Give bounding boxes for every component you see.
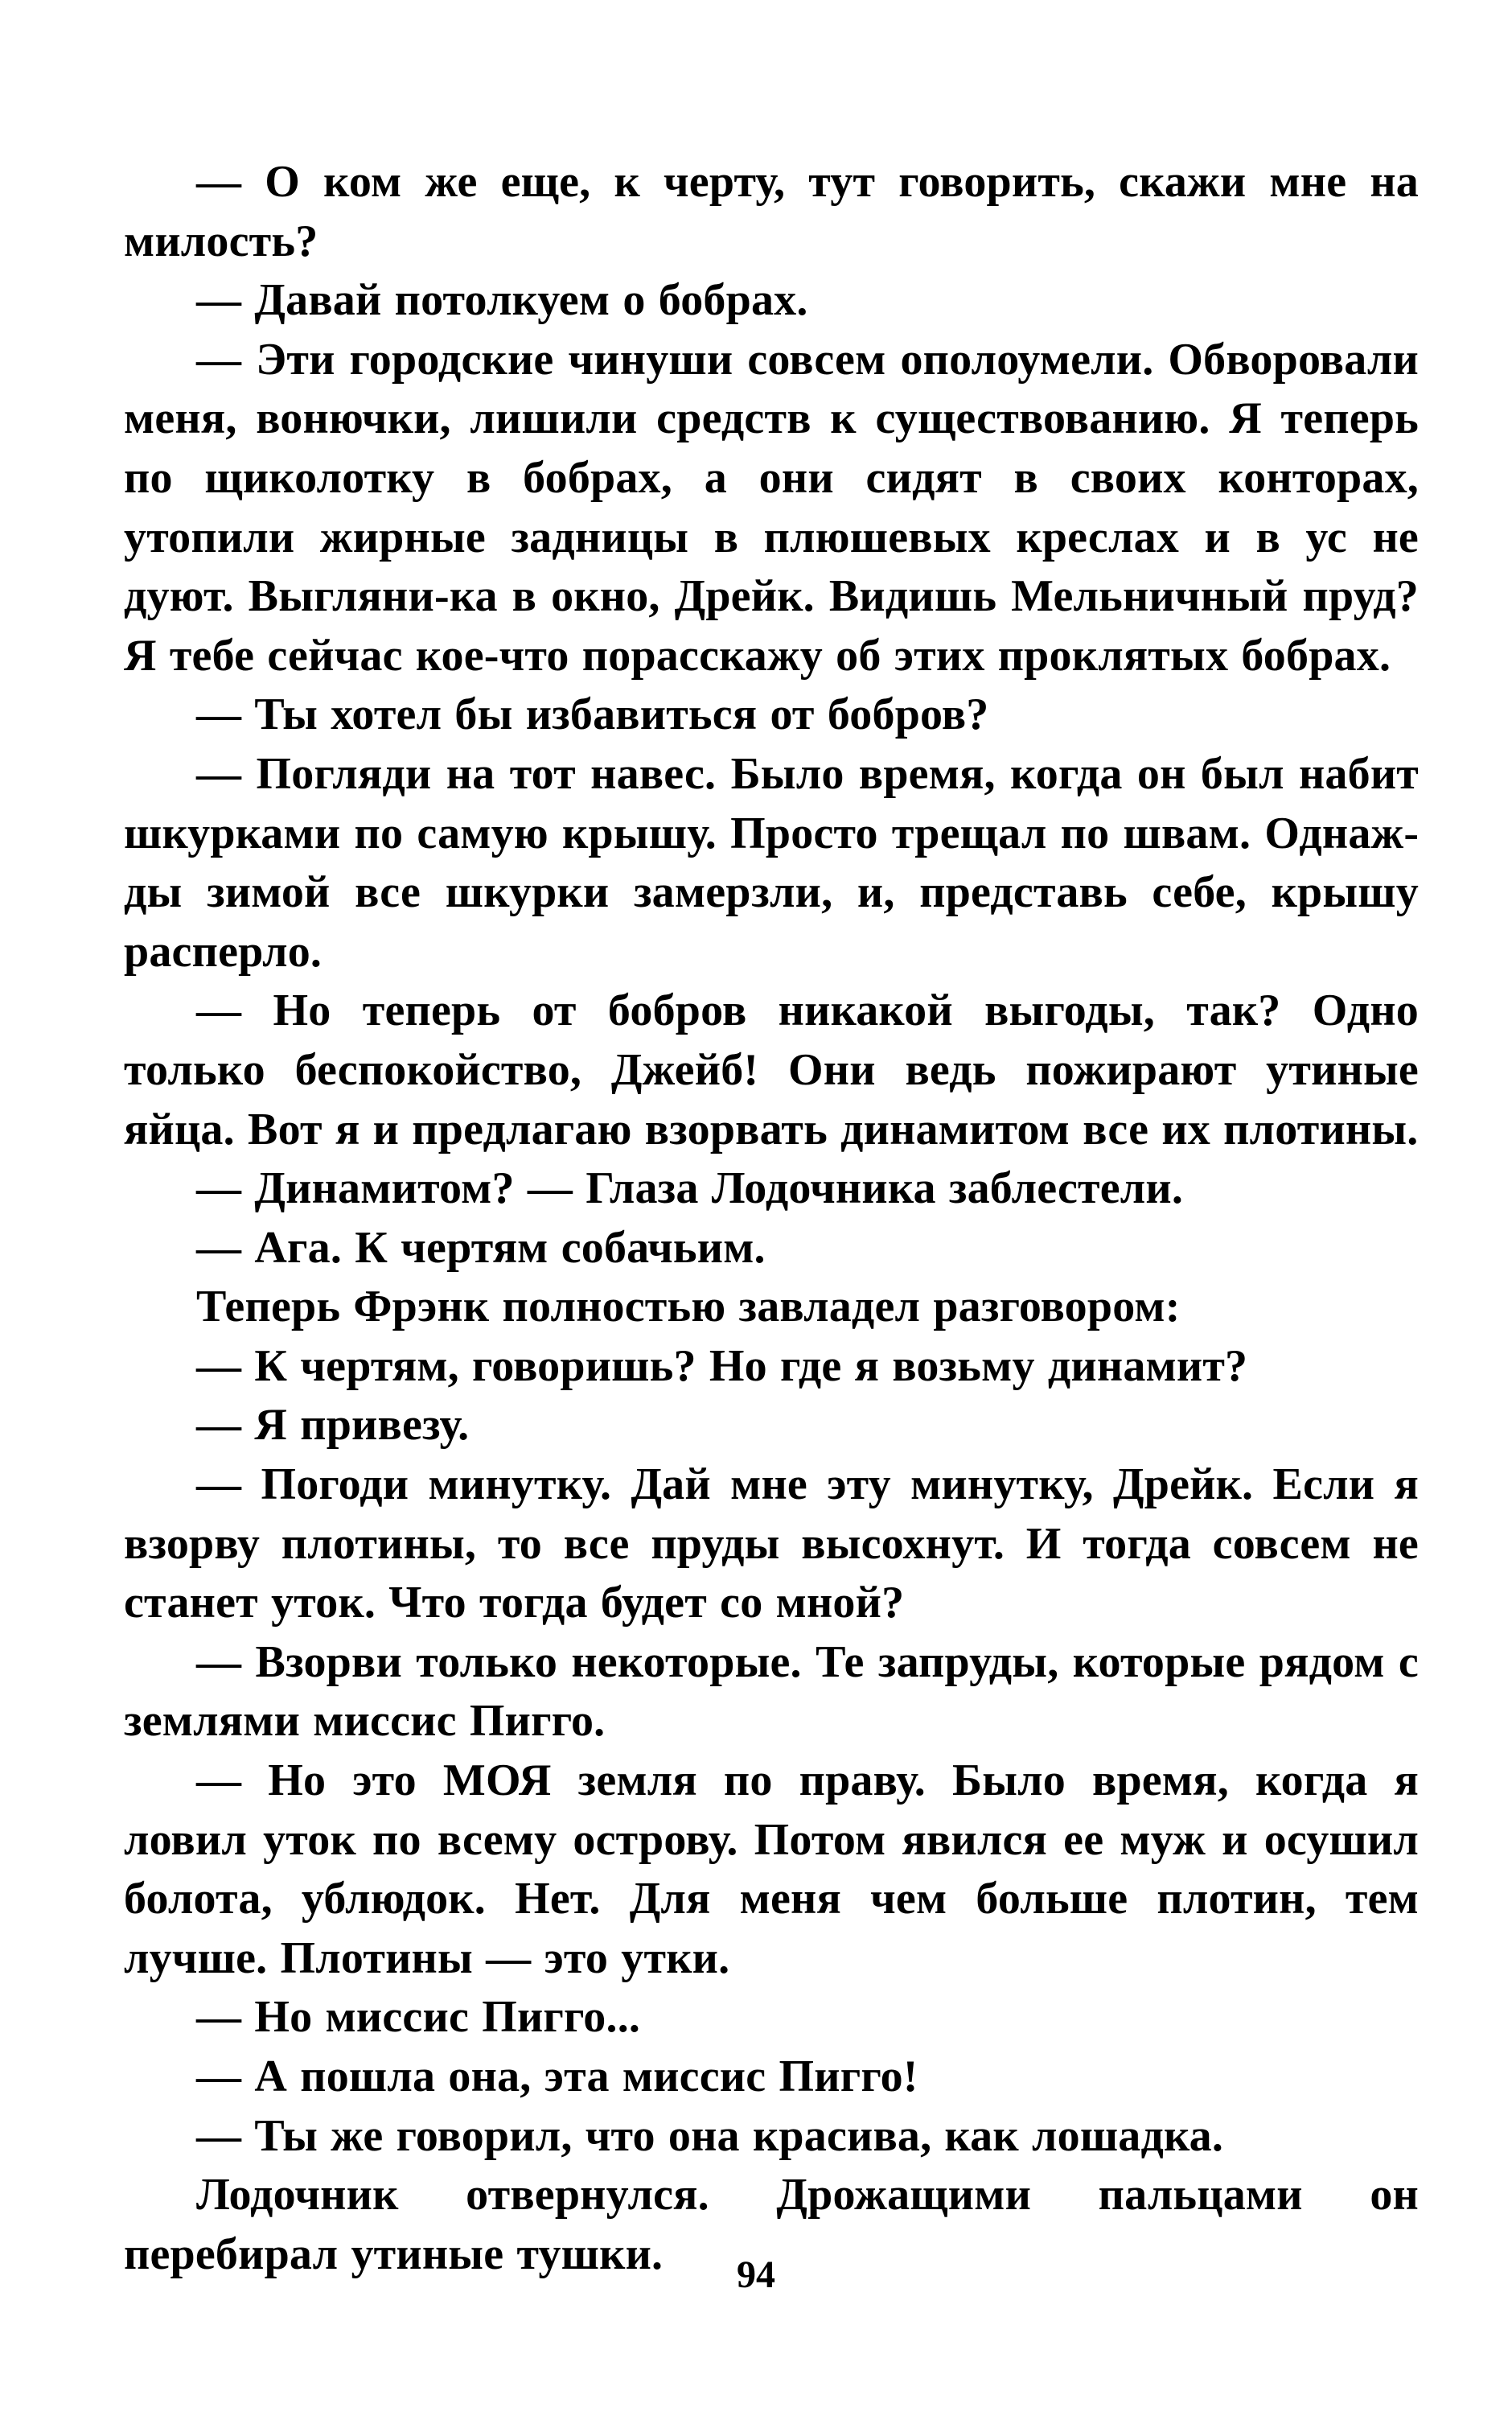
paragraph: — Ты хотел бы избавиться от бобров? xyxy=(196,689,989,740)
paragraph: — Погляди на тот навес. Было время, когда он был набит шкурками по самую крышу. Просто трещал по швам. Однажды зимой все шкурки замерзли, и, представь себе, крышу расперло. xyxy=(124,748,1419,977)
paragraph: — А пошла она, эта миссис Пигго! xyxy=(196,2052,918,2101)
paragraph: — К чертям, говоришь? Но где я возьму динамит? xyxy=(196,1340,1248,1391)
paragraph: — Ага. К чертям собачьим. xyxy=(196,1222,766,1273)
paragraph: — Ты же говорил, что она красива, как лошадка. xyxy=(196,2110,1224,2161)
paragraph: Теперь Фрэнк полностью завладел разговором: xyxy=(196,1282,1181,1332)
paragraph: — Погоди минутку. Дай мне эту минутку, Дрейк. Если я взорву плотины, то все пруды высохнут. И тогда совсем не станет уток. Что тогда будет со мной? xyxy=(124,1459,1419,1628)
paragraph: — Но теперь от бобров никакой выгоды, так? Одно только беспокойство, Джейб! Они ведь пожирают утиные яйца. Вот я и предлагаю взорвать динамитом все их плотины. xyxy=(124,986,1419,1154)
paragraph: — Динамитом? — Глаза Лодочника заблестели. xyxy=(196,1163,1184,1214)
paragraph: — Но миссис Пигго... xyxy=(196,1992,641,2043)
paragraph: Лодочник отвернулся. Дрожащими пальцами он перебирал утиные тушки. xyxy=(124,2170,1419,2279)
page-number: 94 xyxy=(737,2253,775,2296)
page-body xyxy=(124,153,1419,2284)
paragraph: — Давай потолкуем о бобрах. xyxy=(196,275,808,326)
paragraph: — Я привезу. xyxy=(196,1400,470,1451)
paragraph: — О ком же еще, к черту, тут говорить, скажи мне на милость? xyxy=(124,157,1419,266)
paragraph: — Эти городские чинуши совсем ополоумели. Обворовали меня, вонючки, лишили средств к существованию. Я теперь по щиколотку в бобрах, а они сидят в своих конторах, утопили жирные задницы в плюшевых креслах и в ус не дуют. Выгляни-ка в окно, Дрейк. Видишь Мельничный пруд? Я тебе сейчас кое-что порасскажу об этих проклятых бобрах. xyxy=(124,334,1419,681)
paragraph: — Но это МОЯ земля по праву. Было время, когда я ловил уток по всему острову. Потом явился ее муж и осушил болота, ублюдок. Нет. Для меня чем больше плотин, тем лучше. Плотины — это утки. xyxy=(124,1755,1419,1983)
text-block xyxy=(124,153,1419,2284)
paragraph: — Взорви только некоторые. Те запруды, которые рядом с землями миссис Пигго. xyxy=(124,1636,1419,1747)
